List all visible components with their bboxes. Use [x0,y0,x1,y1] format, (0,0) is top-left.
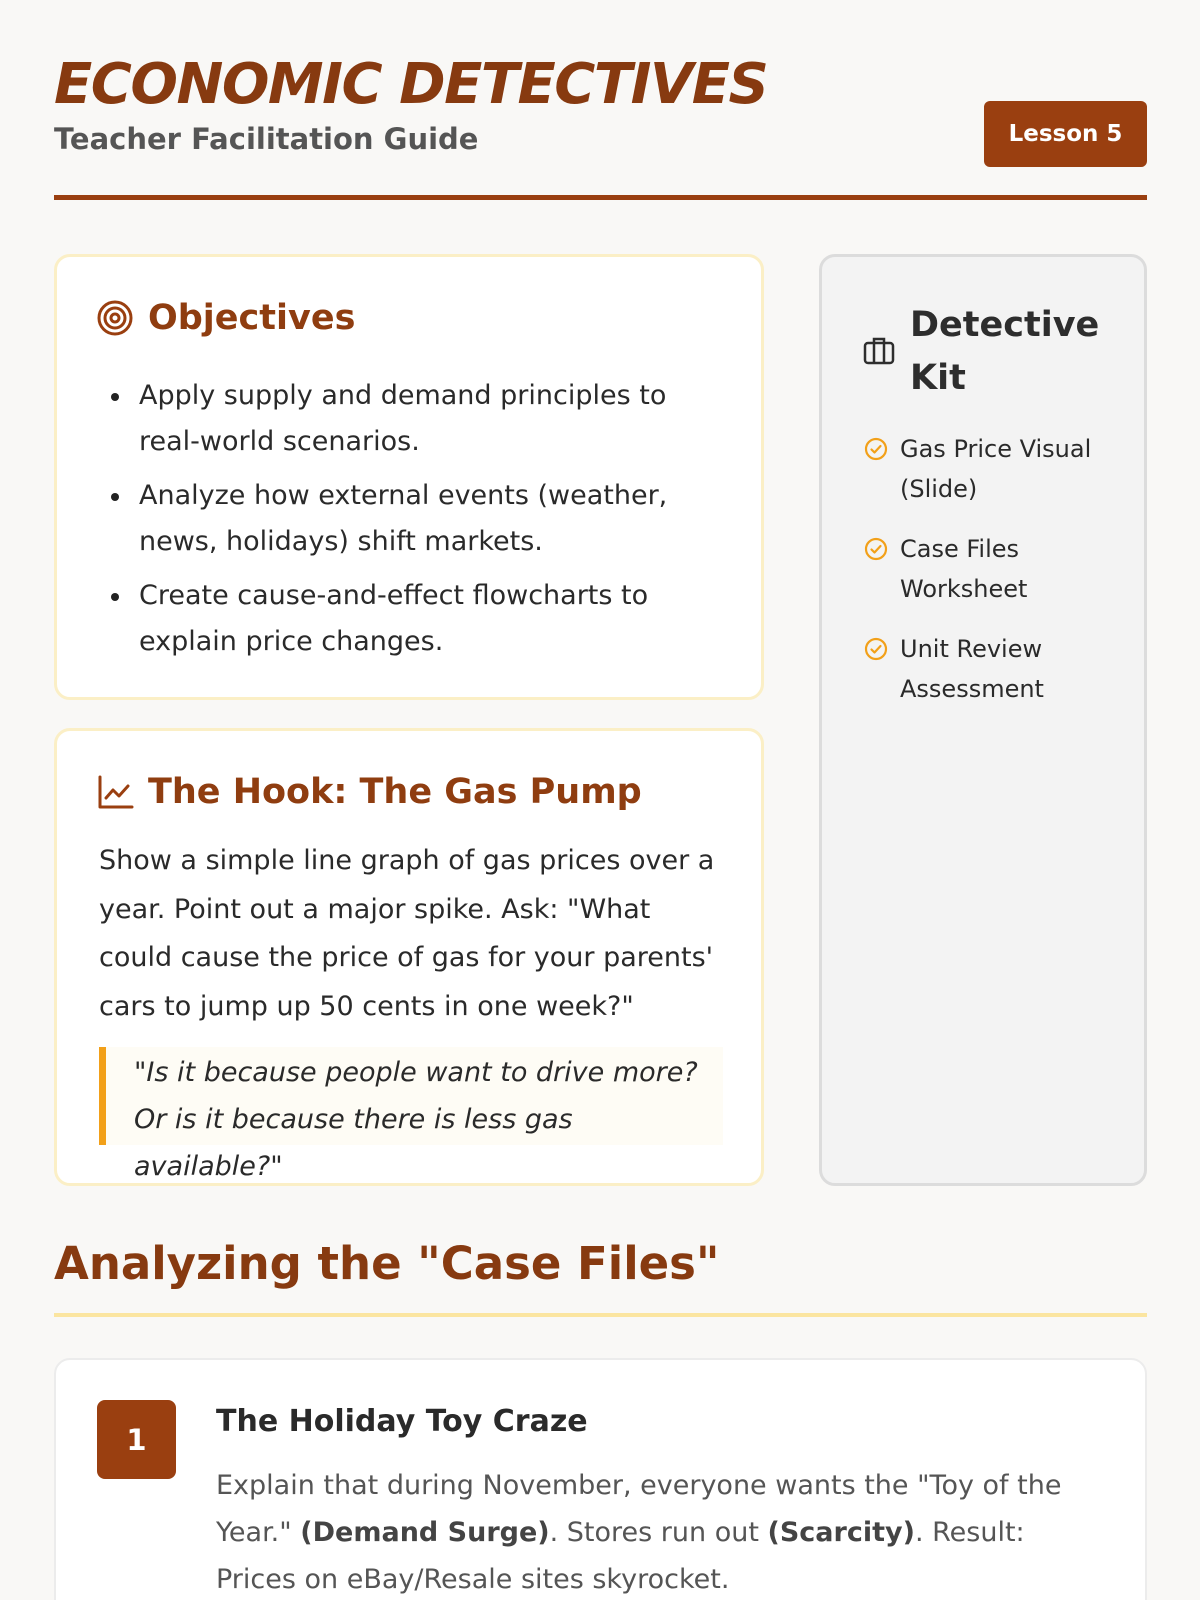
case-text: . Stores run out [549,1517,768,1548]
check-circle-icon [864,637,888,661]
case-keyword: (Scarcity) [767,1517,915,1548]
case-title: The Holiday Toy Craze [216,1404,588,1439]
case-files-heading: Analyzing the "Case Files" [54,1237,720,1290]
kit-item-label: Case Files Worksheet [900,535,1028,603]
detective-kit-panel [819,254,1147,1186]
case-file-card [54,1358,1147,1600]
objectives-title: Objectives [148,298,356,338]
list-item: Analyze how external events (weather, news, holidays) shift markets. [113,473,713,565]
kit-list [864,429,1124,729]
case-text: . Result: Prices on eBay/Resale sites skyrocket. [216,1517,1025,1595]
hook-quote: "Is it because people want to drive more? Or is it because there is less gas available?" [99,1047,723,1145]
hook-title: The Hook: The Gas Pump [148,772,642,812]
hook-text: Show a simple line graph of gas prices over a year. Point out a major spike. Ask: "What could cause the price of gas for your parents' cars to jump up 50 cents in one week?" [99,845,715,1022]
kit-title: Detective Kit [910,305,1100,398]
list-item [864,529,1124,609]
page-subtitle: Teacher Facilitation Guide [54,122,479,156]
case-number-badge: 1 [97,1400,176,1479]
case-text: Explain that during November, everyone wants the "Toy of the Year." [216,1470,1062,1548]
lesson-badge: Lesson 5 [984,101,1147,167]
list-item: Create cause-and-effect flowcharts to explain price changes. [113,573,713,665]
list-item [864,629,1124,709]
check-circle-icon [864,537,888,561]
hook-heading [96,772,642,812]
check-circle-icon [864,437,888,461]
guide-page [54,0,1147,1600]
case-keyword: (Demand Surge) [300,1517,550,1548]
kit-heading [862,299,1110,405]
objectives-heading [96,298,355,338]
list-item [864,429,1124,509]
objectives-list [113,373,713,673]
target-icon [96,299,134,337]
briefcase-icon [862,333,896,371]
kit-item-label: Unit Review Assessment [900,635,1044,703]
page-header [54,0,1147,200]
line-chart-icon [96,773,134,811]
kit-item-label: Gas Price Visual (Slide) [900,435,1092,503]
list-item: Apply supply and demand principles to real-world scenarios. [113,373,713,465]
case-description [216,1462,1096,1600]
page-title: ECONOMIC DETECTIVES [54,52,768,117]
section-divider [54,1313,1147,1317]
